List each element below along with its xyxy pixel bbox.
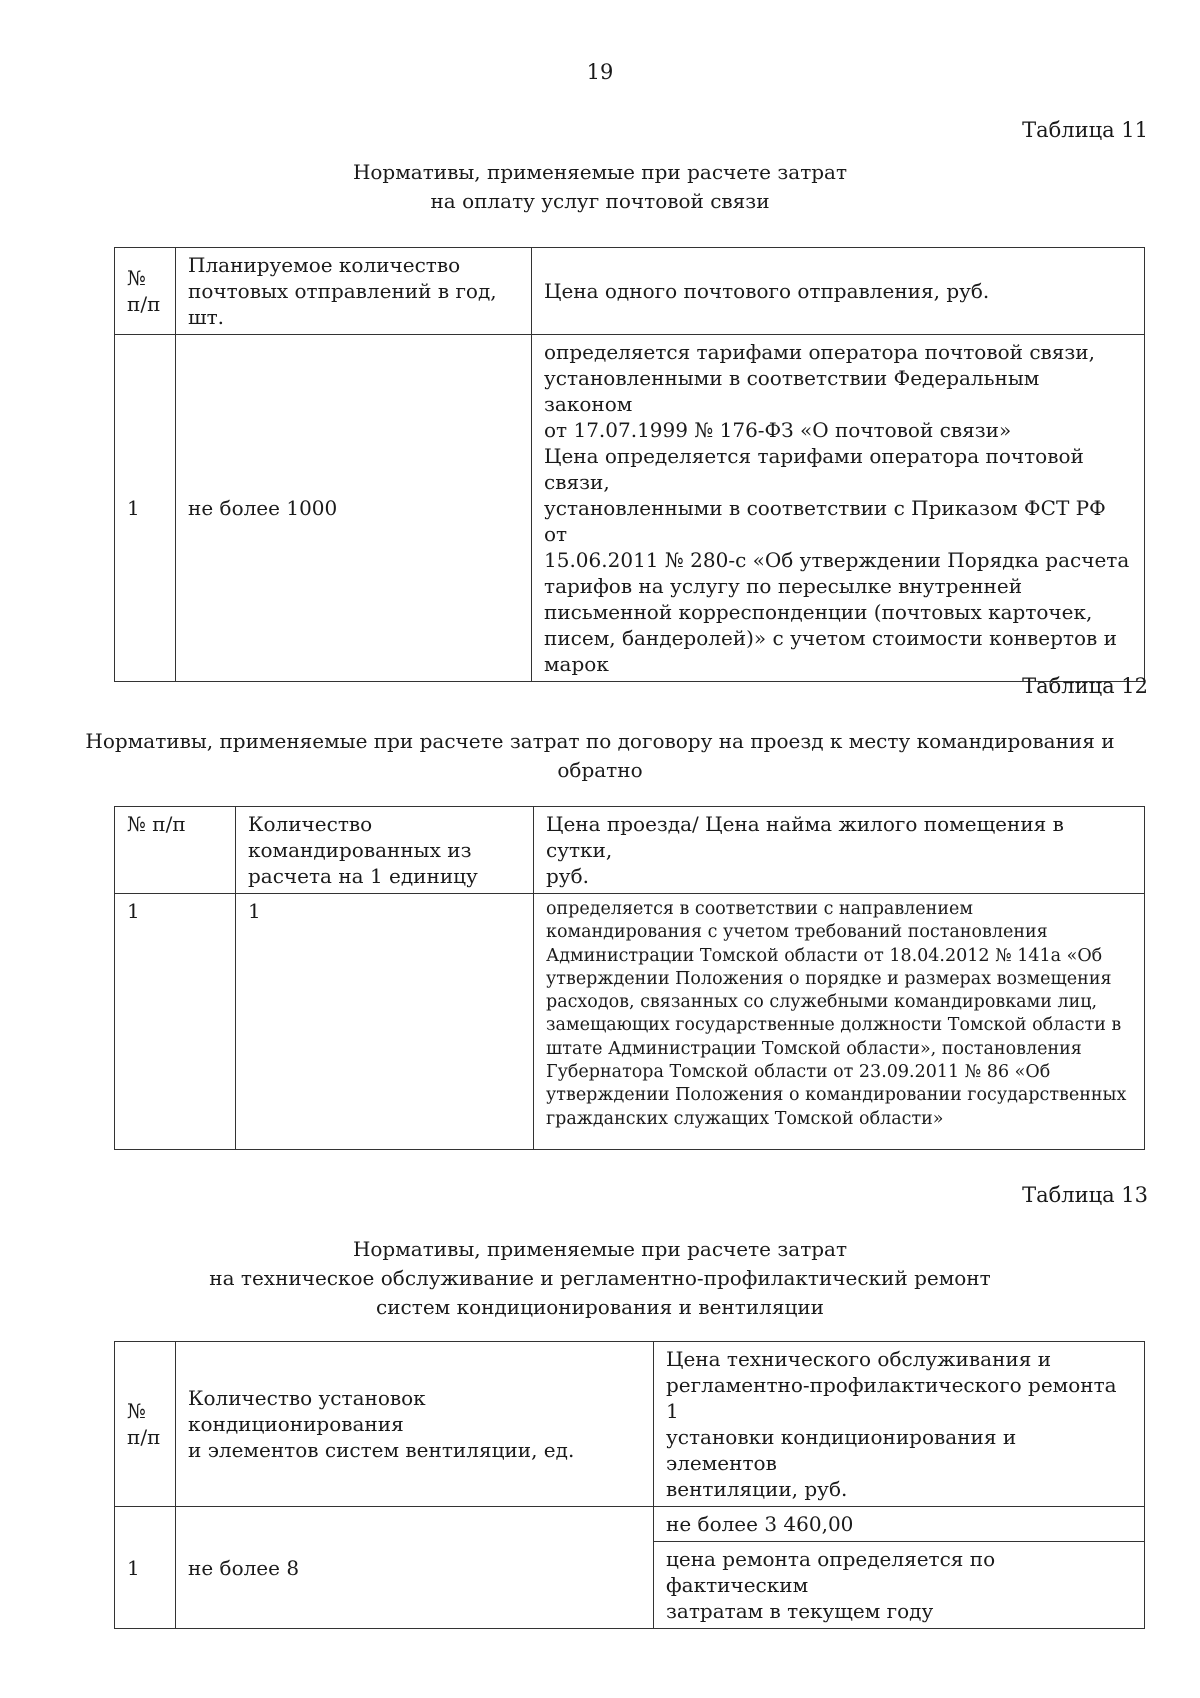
- header-price: Цена проезда/ Цена найма жилого помещения в сутки, руб.: [534, 807, 1145, 894]
- cell-quantity: не более 1000: [176, 335, 532, 682]
- table-12: [114, 806, 1145, 1150]
- table-row: [115, 894, 1145, 1150]
- header-quantity: Количество командированных из расчета на 1 единицу: [236, 807, 534, 894]
- cell-price-maintenance: не более 3 460,00: [654, 1507, 1145, 1542]
- header-quantity: Планируемое количество почтовых отправлений в год, шт.: [176, 248, 532, 335]
- cell-quantity: 1: [236, 894, 534, 1150]
- table-header-row: [115, 807, 1145, 894]
- table-row: [115, 335, 1145, 682]
- table-header-row: [115, 248, 1145, 335]
- header-num: № п/п: [115, 248, 176, 335]
- cell-num: 1: [115, 894, 236, 1150]
- heading-line: обратно: [557, 758, 643, 782]
- table-13: [114, 1341, 1145, 1629]
- heading-line: Нормативы, применяемые при расчете затрат по договору на проезд к месту командирования и: [85, 729, 1115, 753]
- cell-num: 1: [115, 335, 176, 682]
- header-num: № п/п: [115, 1342, 176, 1507]
- heading-line: на техническое обслуживание и регламентно-профилактический ремонт: [209, 1266, 991, 1290]
- page-number: 19: [586, 60, 614, 84]
- table-12-heading: [60, 727, 1140, 785]
- cell-price: определяется в соответствии с направлением командирования с учетом требований постановления Администрации Томской области от 18.04.2012 № 141а «Об утверждении Положения о порядке и размерах возмещения расходов, связанных со служебными командировками лиц, замещающих государственные должности Томской области в штате Администрации Томской области», постановления Губернатора Томской области от 23.09.2011 № 86 «Об утверждении Положения о командировании государственных гражданских служащих Томской области»: [534, 894, 1145, 1150]
- header-price: Цена технического обслуживания и регламентно-профилактического ремонта 1 установки кондиционирования и элементов вентиляции, руб.: [654, 1342, 1145, 1507]
- table-row: [115, 1507, 1145, 1542]
- heading-line: Нормативы, применяемые при расчете затрат: [352, 1237, 848, 1261]
- cell-price-repair: цена ремонта определяется по фактическим затратам в текущем году: [654, 1542, 1145, 1629]
- header-quantity: Количество установок кондиционирования и элементов систем вентиляции, ед.: [176, 1342, 654, 1507]
- cell-price: определяется тарифами оператора почтовой связи, установленными в соответствии Федеральным законом от 17.07.1999 № 176-ФЗ «О почтовой связи» Цена определяется тарифами оператора почтовой связи, установленными в соответствии с Приказом ФСТ РФ от 15.06.2011 № 280-с «Об утверждении Порядка расчета тарифов на услугу по пересылке внутренней письменной корреспонденции (почтовых карточек, писем, бандеролей)» с учетом стоимости конвертов и марок: [532, 335, 1145, 682]
- cell-num: 1: [115, 1507, 176, 1629]
- heading-line: Нормативы, применяемые при расчете затрат: [352, 160, 848, 184]
- table-11: [114, 247, 1145, 682]
- table-header-row: [115, 1342, 1145, 1507]
- table-13-heading: [60, 1235, 1140, 1322]
- header-num: № п/п: [115, 807, 236, 894]
- cell-quantity: не более 8: [176, 1507, 654, 1629]
- heading-line: на оплату услуг почтовой связи: [430, 189, 770, 213]
- table-12-label: Таблица 12: [1022, 674, 1148, 698]
- table-11-heading: [60, 158, 1140, 216]
- heading-line: систем кондиционирования и вентиляции: [376, 1295, 824, 1319]
- header-price: Цена одного почтового отправления, руб.: [532, 248, 1145, 335]
- table-11-label: Таблица 11: [1022, 118, 1148, 142]
- table-13-label: Таблица 13: [1022, 1183, 1148, 1207]
